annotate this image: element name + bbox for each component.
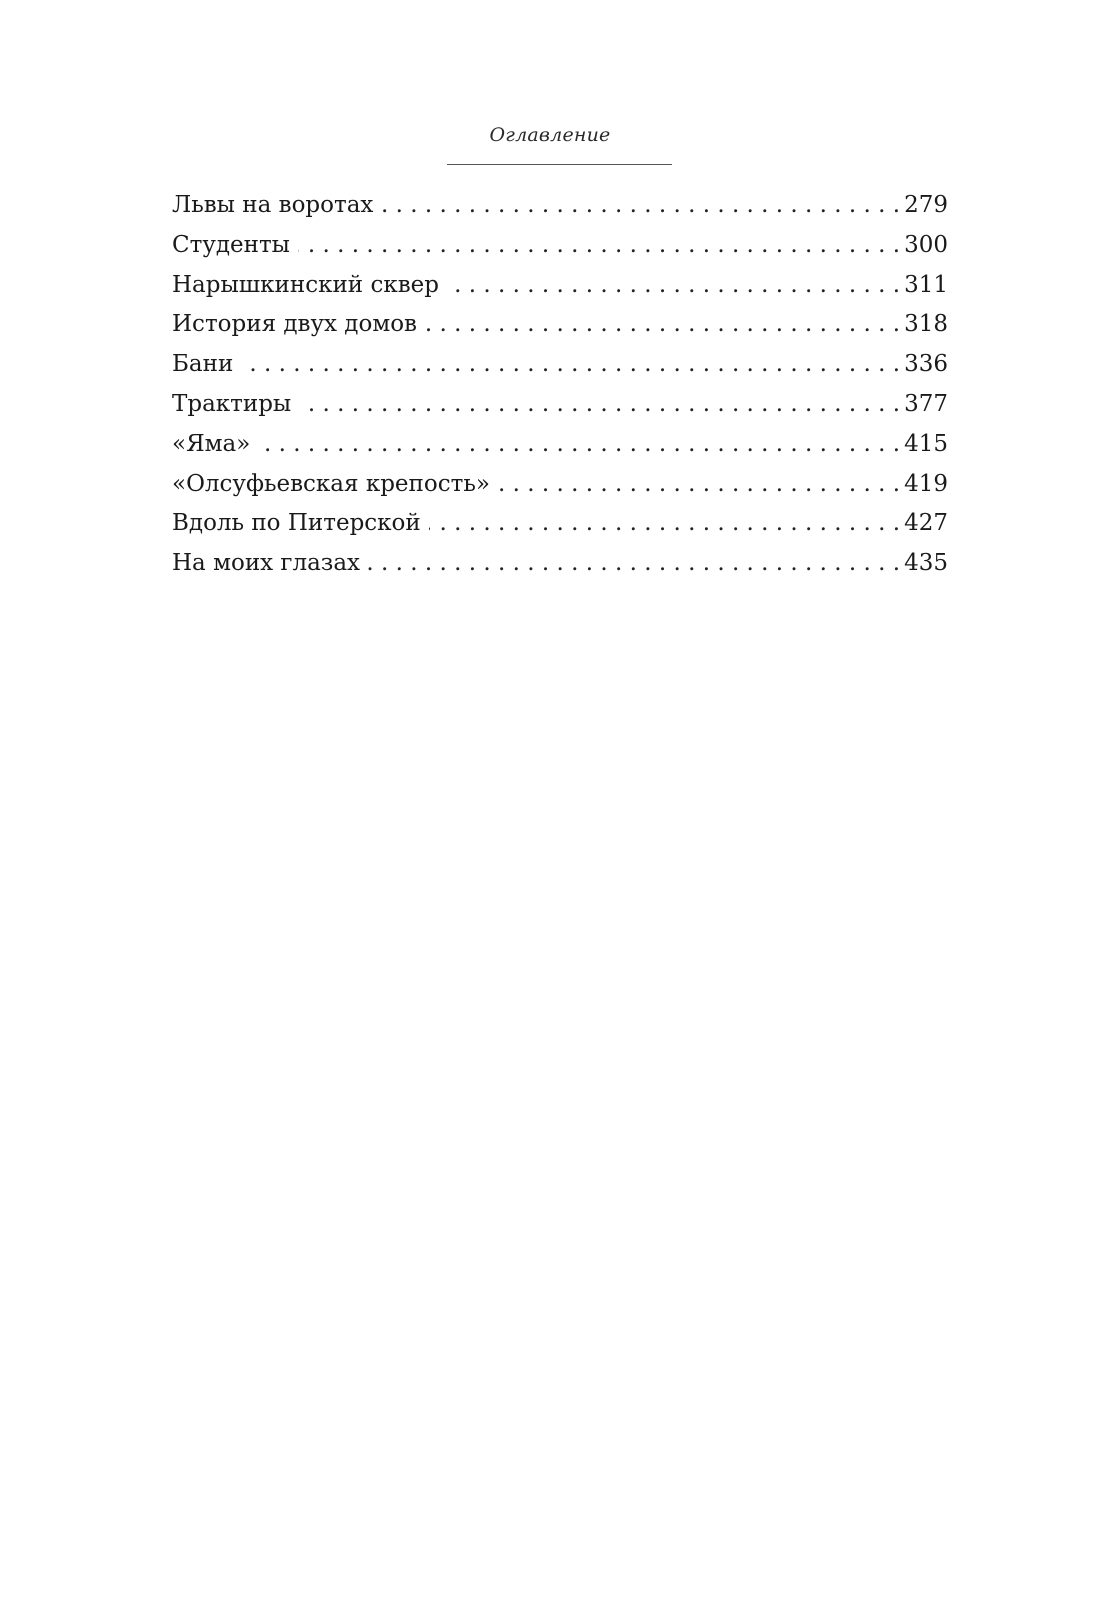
- toc-page-number: 377: [904, 390, 948, 417]
- toc-dot-leader: [498, 465, 900, 505]
- toc-entry-title: На моих глазах: [172, 550, 361, 577]
- toc-dot-leader: [298, 226, 900, 266]
- toc-entry: [172, 465, 948, 505]
- toc-dot-leader: [381, 186, 900, 226]
- toc-entry-title: Трактиры: [172, 390, 292, 417]
- toc-entry: [172, 504, 948, 544]
- toc-dot-leader: [429, 504, 900, 544]
- toc-dot-leader: [258, 425, 900, 465]
- toc-entry: [172, 385, 948, 425]
- header-rule: [447, 164, 672, 165]
- toc-entry-title: Нарышкинский сквер: [172, 271, 439, 298]
- running-header: Оглавление: [489, 124, 611, 146]
- toc-dot-leader: [368, 544, 900, 584]
- toc-entry: [172, 266, 948, 306]
- toc-entry: [172, 186, 948, 226]
- toc-entry-title: Студенты: [172, 231, 290, 258]
- toc-page-number: 318: [904, 311, 948, 338]
- toc-dot-leader: [299, 385, 900, 425]
- toc-page-number: 336: [904, 351, 948, 378]
- toc-entry: [172, 425, 948, 465]
- toc-dot-leader: [425, 305, 900, 345]
- toc-entry-title: «Олсуфьевская крепость»: [172, 470, 490, 497]
- toc-page-number: 435: [904, 550, 948, 577]
- toc-entry-title: История двух домов: [172, 311, 418, 338]
- toc-page-number: 300: [904, 231, 948, 258]
- toc-dot-leader: [241, 345, 900, 385]
- toc-entry-title: Львы на воротах: [172, 192, 374, 218]
- toc-page-number: 279: [904, 192, 948, 218]
- toc-dot-leader: [447, 266, 900, 306]
- toc-entry: [172, 544, 948, 584]
- table-of-contents: [172, 186, 948, 584]
- toc-page-number: 427: [904, 510, 948, 537]
- toc-entry-title: Вдоль по Питерской: [172, 510, 421, 537]
- toc-entry-title: «Яма»: [172, 430, 251, 457]
- toc-page-number: 415: [904, 430, 948, 457]
- toc-page-number: 419: [904, 470, 948, 497]
- toc-entry: [172, 226, 948, 266]
- toc-entry: [172, 305, 948, 345]
- toc-page-number: 311: [904, 271, 948, 298]
- toc-entry-title: Бани: [172, 351, 234, 378]
- toc-entry: [172, 345, 948, 385]
